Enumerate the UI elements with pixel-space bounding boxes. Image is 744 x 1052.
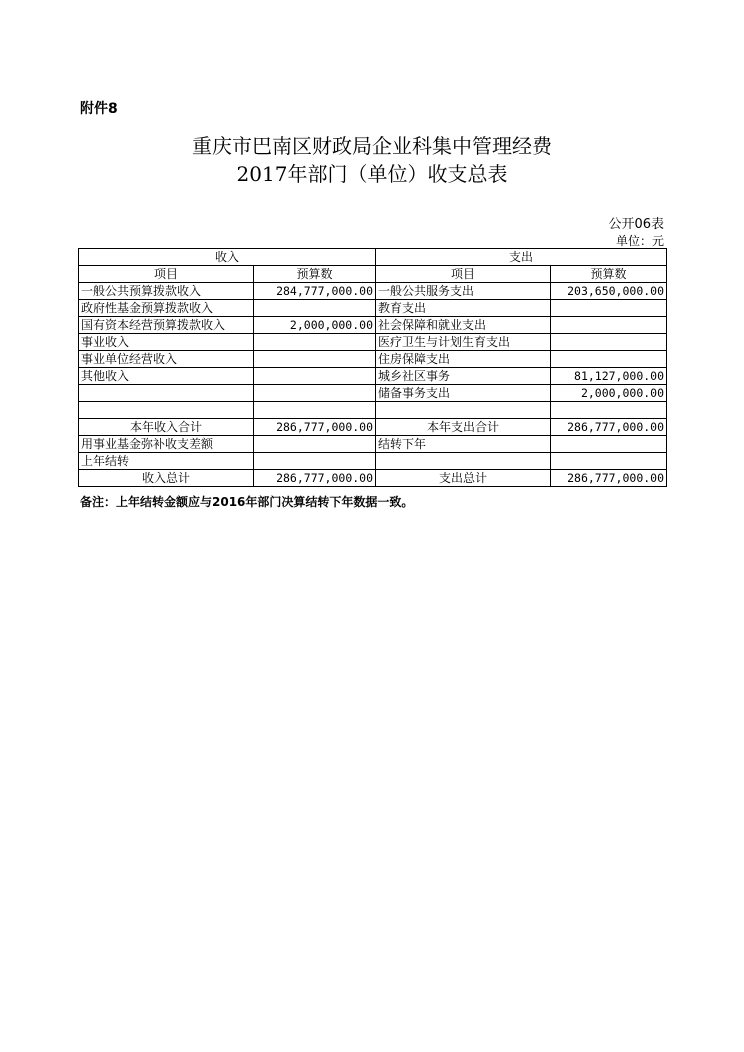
income-item: 事业收入 [79,334,254,351]
income-amount [254,300,376,317]
income-item: 事业单位经营收入 [79,351,254,368]
income-amount [254,385,376,402]
table-row [79,453,667,470]
expense-amount [551,351,667,368]
income-grand-total-label: 收入总计 [79,470,254,487]
year-expense-total-label: 本年支出合计 [376,419,551,436]
table-row [79,368,667,385]
expense-budget-header: 预算数 [551,266,667,283]
table-row [79,351,667,368]
expense-amount [551,402,667,419]
expense-section-header: 支出 [376,249,667,266]
expense-amount: 203,650,000.00 [551,283,667,300]
expense-grand-total-amount: 286,777,000.00 [551,470,667,487]
income-section-header: 收入 [79,249,376,266]
expense-item: 教育支出 [376,300,551,317]
expense-amount [551,317,667,334]
expense-item: 社会保障和就业支出 [376,317,551,334]
grand-total-row [79,470,667,487]
income-item: 上年结转 [79,453,254,470]
expense-item [376,453,551,470]
attachment-label: 附件8 [80,101,118,117]
income-item-header: 项目 [79,266,254,283]
header-row-sections [79,249,667,266]
year-expense-total-amount: 286,777,000.00 [551,419,667,436]
income-item [79,385,254,402]
header-row-columns [79,266,667,283]
income-amount [254,453,376,470]
expense-item: 储备事务支出 [376,385,551,402]
expense-item: 城乡社区事务 [376,368,551,385]
expense-amount [551,436,667,453]
expense-amount: 2,000,000.00 [551,385,667,402]
income-item: 其他收入 [79,368,254,385]
year-income-total-amount: 286,777,000.00 [254,419,376,436]
income-budget-header: 预算数 [254,266,376,283]
table-row [79,300,667,317]
income-amount [254,368,376,385]
income-amount [254,351,376,368]
expense-amount [551,334,667,351]
expense-item: 住房保障支出 [376,351,551,368]
expense-item-header: 项目 [376,266,551,283]
income-amount: 2,000,000.00 [254,317,376,334]
expense-amount: 81,127,000.00 [551,368,667,385]
income-item: 一般公共预算拨款收入 [79,283,254,300]
expense-item: 一般公共服务支出 [376,283,551,300]
table-row [79,283,667,300]
budget-table [78,248,667,487]
expense-item [376,402,551,419]
income-amount [254,436,376,453]
table-code: 公开06表 [608,217,664,232]
income-amount [254,402,376,419]
income-amount: 284,777,000.00 [254,283,376,300]
expense-amount [551,453,667,470]
income-grand-total-amount: 286,777,000.00 [254,470,376,487]
income-item [79,402,254,419]
income-item: 用事业基金弥补收支差额 [79,436,254,453]
expense-grand-total-label: 支出总计 [376,470,551,487]
table-row [79,334,667,351]
income-item: 政府性基金预算拨款收入 [79,300,254,317]
table-row [79,402,667,419]
year-total-row [79,419,667,436]
income-amount [254,334,376,351]
table-row [79,385,667,402]
unit-label: 单位：元 [615,234,664,248]
footnote: 备注：上年结转金额应与2016年部门决算结转下年数据一致。 [80,495,414,509]
page-title-line2: 2017年部门（单位）收支总表 [236,162,508,186]
expense-item: 结转下年 [376,436,551,453]
year-income-total-label: 本年收入合计 [79,419,254,436]
expense-amount [551,300,667,317]
expense-item: 医疗卫生与计划生育支出 [376,334,551,351]
table-row [79,436,667,453]
income-item: 国有资本经营预算拨款收入 [79,317,254,334]
page-title-line1: 重庆市巴南区财政局企业科集中管理经费 [192,134,552,158]
table-row [79,317,667,334]
